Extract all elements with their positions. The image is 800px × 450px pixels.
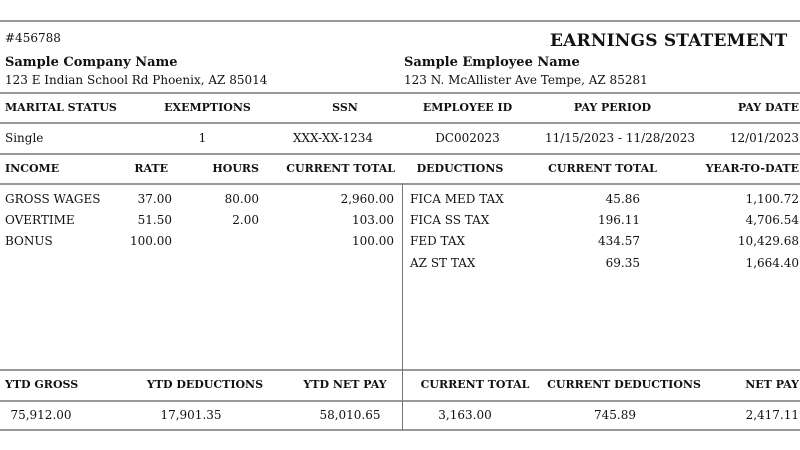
employee-id-value: DC002023 — [435, 131, 500, 145]
marital-status-value: Single — [5, 131, 44, 145]
col-marital-status: MARITAL STATUS — [5, 101, 117, 114]
ytd-deductions-value: 17,901.35 — [160, 408, 222, 422]
employee-address: 123 N. McAllister Ave Tempe, AZ 85281 — [404, 73, 648, 87]
col-hours: HOURS — [212, 162, 259, 175]
col-income-current-total: CURRENT TOTAL — [286, 162, 395, 175]
income-rate: 100.00 — [130, 234, 172, 248]
income-total: 2,960.00 — [340, 192, 394, 206]
deduction-label: AZ ST TAX — [410, 256, 476, 270]
col-ytd-gross: YTD GROSS — [5, 378, 79, 391]
deduction-ytd: 10,429.68 — [737, 234, 799, 248]
income-rate: 51.50 — [137, 213, 172, 227]
col-year-to-date: YEAR-TO-DATE — [705, 162, 799, 175]
divider-info-header — [0, 122, 800, 124]
deduction-ytd: 1,100.72 — [745, 192, 799, 206]
col-ytd-net-pay: YTD NET PAY — [303, 378, 387, 391]
net-pay-value: 2,417.11 — [745, 408, 799, 422]
ssn-value: XXX-XX-1234 — [292, 131, 374, 145]
income-rate: 37.00 — [137, 192, 172, 206]
exemptions-value: 1 — [198, 131, 207, 145]
col-deductions: DEDUCTIONS — [416, 162, 504, 175]
column-divider — [402, 183, 403, 430]
income-label: OVERTIME — [5, 213, 75, 227]
deduction-ytd: 4,706.54 — [745, 213, 799, 227]
divider-income-header — [0, 183, 800, 185]
deduction-current: 196.11 — [598, 213, 640, 227]
income-label: BONUS — [5, 234, 53, 248]
company-name: Sample Company Name — [5, 55, 178, 70]
pay-date-value: 12/01/2023 — [729, 131, 799, 145]
divider-header-bottom — [0, 92, 800, 94]
deduction-current: 69.35 — [605, 256, 640, 270]
bottom-border — [0, 429, 800, 431]
divider-info-values — [0, 153, 800, 155]
income-label: GROSS WAGES — [5, 192, 101, 206]
check-number: #456788 — [5, 31, 61, 45]
income-hours: 2.00 — [232, 213, 259, 227]
col-ssn: SSN — [332, 101, 358, 114]
deduction-ytd: 1,664.40 — [745, 256, 799, 270]
deduction-label: FICA SS TAX — [410, 213, 490, 227]
col-current-deductions: CURRENT DEDUCTIONS — [547, 378, 701, 391]
deduction-current: 45.86 — [605, 192, 640, 206]
col-ytd-deductions: YTD DEDUCTIONS — [146, 378, 264, 391]
col-net-pay: NET PAY — [745, 378, 799, 391]
top-border — [0, 20, 800, 22]
employee-name: Sample Employee Name — [404, 55, 580, 70]
ytd-net-pay-value: 58,010.65 — [319, 408, 381, 422]
ytd-gross-value: 75,912.00 — [10, 408, 72, 422]
income-total: 103.00 — [352, 213, 394, 227]
deduction-current: 434.57 — [598, 234, 640, 248]
deduction-label: FICA MED TAX — [410, 192, 504, 206]
col-pay-date: PAY DATE — [737, 101, 799, 114]
col-rate: RATE — [134, 162, 168, 175]
document-title: EARNINGS STATEMENT — [550, 31, 788, 51]
col-deductions-current-total: CURRENT TOTAL — [548, 162, 657, 175]
current-deductions-value: 745.89 — [594, 408, 636, 422]
col-income: INCOME — [5, 162, 60, 175]
divider-summary-header — [0, 400, 800, 402]
income-total: 100.00 — [352, 234, 394, 248]
income-hours: 80.00 — [224, 192, 259, 206]
col-current-total: CURRENT TOTAL — [420, 378, 530, 391]
divider-summary-top — [0, 369, 800, 371]
company-address: 123 E Indian School Rd Phoenix, AZ 85014 — [5, 73, 268, 87]
col-employee-id: EMPLOYEE ID — [422, 101, 513, 114]
col-pay-period: PAY PERIOD — [573, 101, 652, 114]
pay-period-value: 11/15/2023 - 11/28/2023 — [544, 131, 695, 145]
current-total-value: 3,163.00 — [438, 408, 492, 422]
deduction-label: FED TAX — [410, 234, 466, 248]
col-exemptions: EXEMPTIONS — [164, 101, 251, 114]
